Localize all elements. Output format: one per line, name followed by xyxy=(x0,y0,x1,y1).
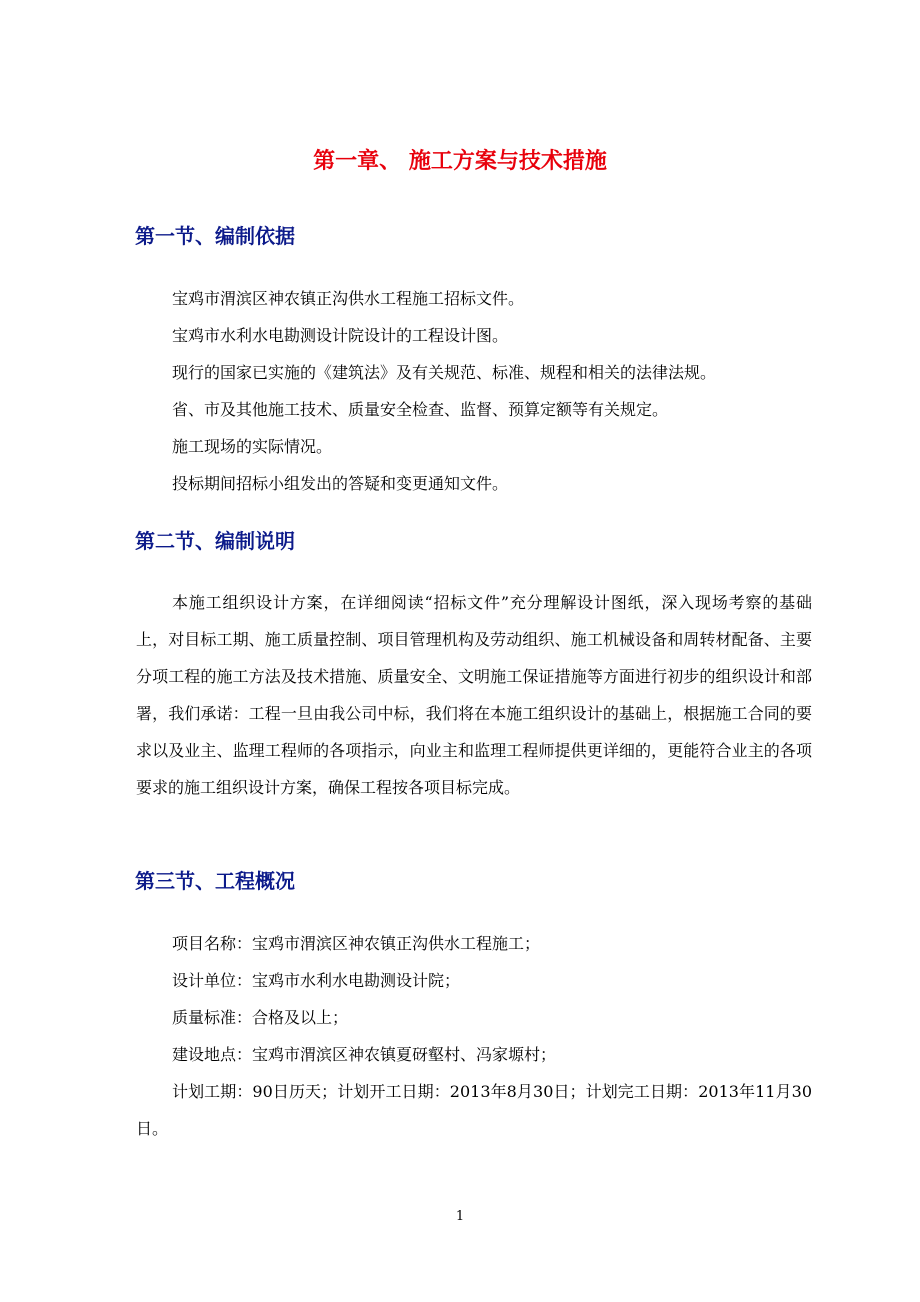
chapter-title: 第一章、 施工方案与技术措施 xyxy=(313,149,607,174)
list-item: 施工现场的实际情况。 xyxy=(172,437,333,456)
list-item: 建设地点：宝鸡市渭滨区神农镇夏砑壑村、冯家塬村； xyxy=(172,1045,557,1064)
list-item: 设计单位：宝鸡市水利水电勘测设计院； xyxy=(172,971,461,990)
list-item: 宝鸡市水利水电勘测设计院设计的工程设计图。 xyxy=(172,326,509,345)
list-item: 质量标准：合格及以上； xyxy=(172,1008,349,1027)
list-item: 省、市及其他施工技术、质量安全检查、监督、预算定额等有关规定。 xyxy=(172,400,669,419)
section-title-explanation: 第二节、编制说明 xyxy=(135,529,295,553)
list-item: 投标期间招标小组发出的答疑和变更通知文件。 xyxy=(172,474,509,493)
basis-list xyxy=(172,280,812,502)
section-title-overview: 第三节、工程概况 xyxy=(135,869,295,893)
overview-list xyxy=(172,925,812,1073)
explanation-paragraph: 本施工组织设计方案，在详细阅读“招标文件”充分理解设计图纸，深入现场考察的基础上，对目标工期、施工质量控制、项目管理机构及劳动组织、施工机械设备和周转材配备、主要分项工程的施工方法及技术措施、质量安全、文明施工保证措施等方面进行初步的组织设计和部署，我们承诺：工程一旦由我公司中标，我们将在本施工组织设计的基础上，根据施工合同的要求以及业主、监理工程师的各项指示，向业主和监理工程师提供更详细的，更能符合业主的各项要求的施工组织设计方案，确保工程按各项目标完成。 xyxy=(136,593,812,797)
schedule-paragraph: 计划工期：90日历天；计划开工日期：2013年8月30日；计划完工日期：2013年11月30日。 xyxy=(136,1082,812,1138)
list-item: 项目名称：宝鸡市渭滨区神农镇正沟供水工程施工； xyxy=(172,934,541,953)
list-item: 宝鸡市渭滨区神农镇正沟供水工程施工招标文件。 xyxy=(172,289,525,308)
page-number: 1 xyxy=(455,1209,465,1224)
list-item: 现行的国家已实施的《建筑法》及有关规范、标准、规程和相关的法律法规。 xyxy=(172,363,717,382)
section-title-basis: 第一节、编制依据 xyxy=(135,224,295,248)
